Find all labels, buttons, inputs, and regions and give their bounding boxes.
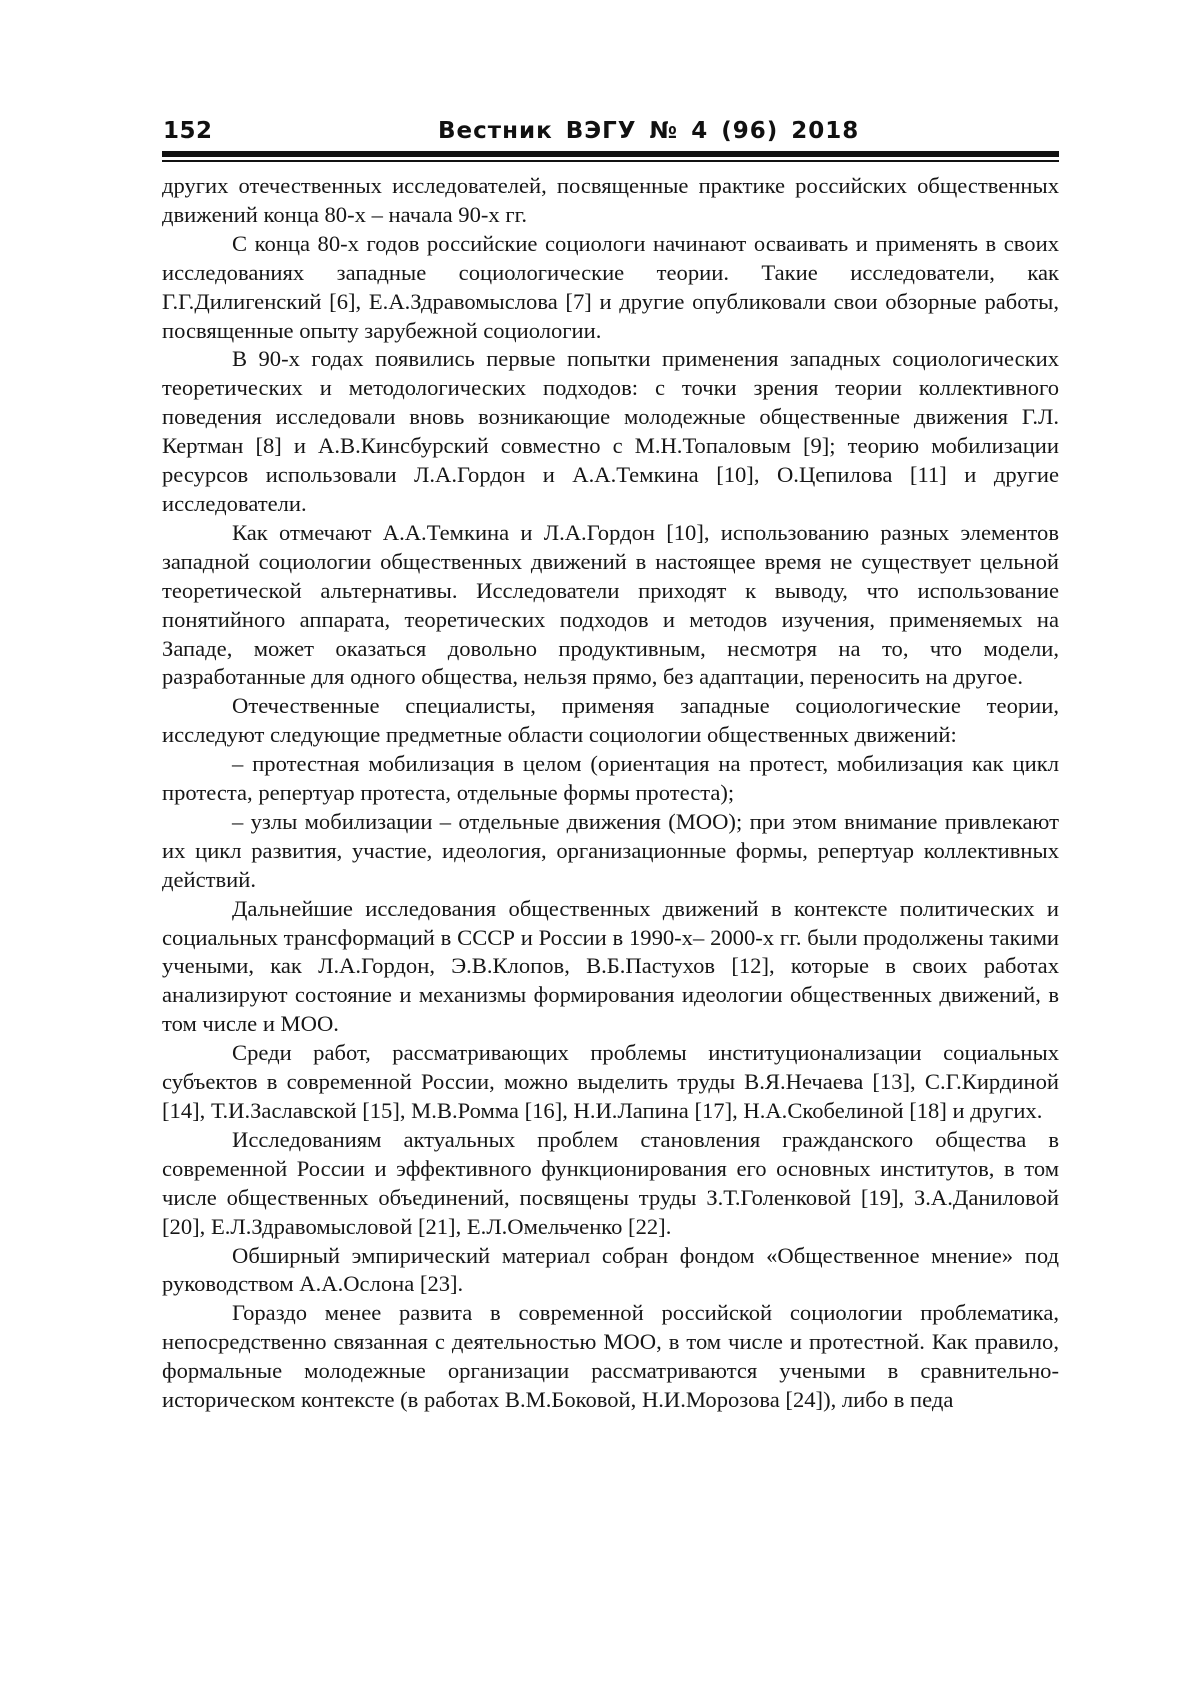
paragraph: Как отмечают А.А.Темкина и Л.А.Гордон [10], использованию разных элементов западной социологии общественных движений в настоящее время не существует цельной теоретической альтернативы. Исследователи приходят к выводу, что использование понятийного аппарата, теоретических подходов и методов изучения, применяемых на Западе, может оказаться довольно продуктивным, несмотря на то, что модели, разработанные для одного общества, нельзя прямо, без адаптации, переносить на другое. [162,519,1059,690]
paragraph: Среди работ, рассматривающих проблемы институционализации социальных субъектов в современной России, можно выделить труды В.Я.Нечаева [13], С.Г.Кирдиной [14], Т.И.Заславской [15], М.В.Ромма [16], Н.И.Лапина [17], Н.А.Скобелиной [18] и других. [162,1040,1059,1123]
paragraph: Гораздо менее развита в современной российской социологии проблематика, непосредственно связанная с деятельностью МОО, в том числе и протестной. Как правило, формальные молодежные организации рассматриваются учеными в сравнительно-историческом контексте (в работах В.М.Боковой, Н.И.Морозова [24]), либо в педа [162,1300,1059,1413]
paragraph: Исследованиям актуальных проблем становления гражданского общества в современной России и эффективного функционирования его основных институтов, в том числе общественных объединений, посвящены труды З.Т.Голенковой [19], З.А.Даниловой [20], Е.Л.Здравомысловой [21], Е.Л.Омельченко [22]. [162,1126,1059,1239]
list-item: – протестная мобилизация в целом (ориентация на протест, мобилизация как цикл протеста, репертуар протеста, отдельные формы протеста); [162,751,1059,806]
article-body [162,172,1059,1415]
paragraph: С конца 80-х годов российские социологи начинают осваивать и применять в своих исследованиях западные социологические теории. Такие исследователи, как Г.Г.Дилигенский [6], Е.А.Здравомыслова [7] и другие опубликовали свои обзорные работы, посвященные опыту зарубежной социологии. [162,230,1059,343]
header-rule-thin [162,160,1059,162]
header-rule-thick [162,151,1059,157]
list-item: – узлы мобилизации – отдельные движения (МОО); при этом внимание привлекают их цикл развития, участие, идеология, организационные формы, репертуар коллективных действий. [162,808,1059,892]
page-number: 152 [163,118,213,144]
paragraph: Отечественные специалисты, применяя западные социологические теории, исследуют следующие предметные области социологии общественных движений: [162,693,1059,748]
paragraph-continuation: других отечественных исследователей, посвященные практике российских общественных движений конца 80-х – начала 90-х гг. [162,173,1059,227]
running-header [163,118,1059,152]
paragraph: Обширный эмпирический материал собран фондом «Общественное мнение» под руководством А.А.Ослона [23]. [162,1242,1059,1297]
journal-title: Вестник ВЭГУ № 4 (96) 2018 [438,118,860,144]
paragraph: В 90-х годах появились первые попытки применения западных социологических теоретических и методологических подходов: с точки зрения теории коллективного поведения исследовали вновь возникающие молодежные общественные движения Г.Л. Кертман [8] и А.В.Кинсбурский совместно с М.Н.Топаловым [9]; теорию мобилизации ресурсов использовали Л.А.Гордон и А.А.Темкина [10], О.Цепилова [11] и другие исследователи. [162,346,1059,516]
paragraph: Дальнейшие исследования общественных движений в контексте политических и социальных трансформаций в СССР и России в 1990-х– 2000-х гг. были продолжены такими учеными, как Л.А.Гордон, Э.В.Клопов, В.Б.Пастухов [12], которые в своих работах анализируют состояние и механизмы формирования идеологии общественных движений, в том числе и МОО. [162,895,1059,1037]
